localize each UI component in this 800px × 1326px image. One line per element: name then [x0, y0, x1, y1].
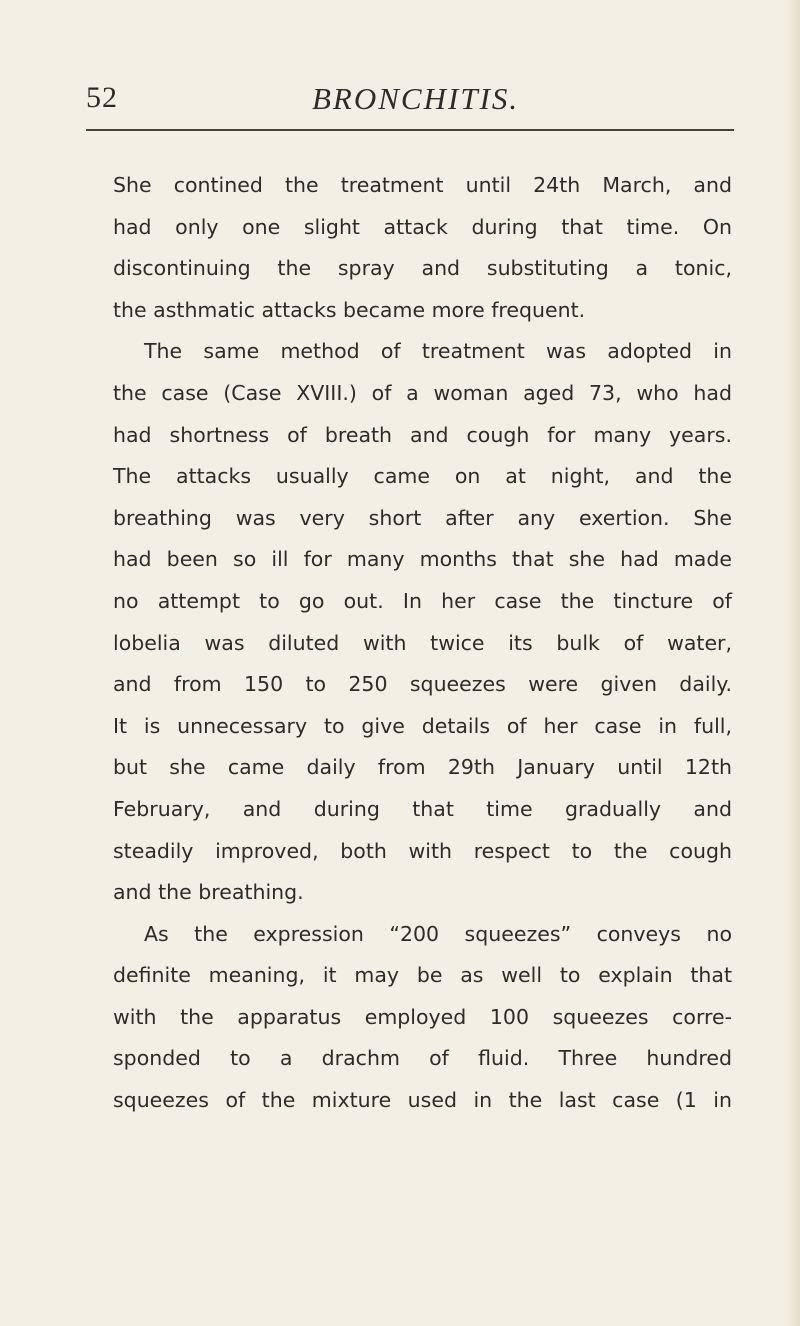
- text-line: had shortness of breath and cough for many years.: [113, 422, 732, 447]
- text-line: with the apparatus employed 100 squeezes corre-: [113, 1004, 732, 1029]
- text-line: breathing was very short after any exertion. She: [113, 505, 732, 530]
- text-line: It is unnecessary to give details of her case in full,: [113, 713, 732, 738]
- text-line: The attacks usually came on at night, and the: [113, 464, 732, 489]
- text-line: As the expression “200 squeezes” conveys no: [144, 921, 732, 946]
- page-edge-shadow: [786, 0, 800, 1326]
- text-line: lobelia was diluted with twice its bulk of water,: [113, 630, 732, 655]
- page-number: 52: [86, 81, 118, 114]
- body-text: [113, 165, 732, 1122]
- running-title: BRONCHITIS.: [312, 81, 520, 116]
- text-line: had only one slight attack during that time. On: [113, 214, 732, 239]
- text-line: but she came daily from 29th January until 12th: [113, 755, 732, 780]
- text-line: had been so ill for many months that she had made: [113, 547, 732, 572]
- text-line: the asthmatic attacks became more frequent.: [113, 297, 586, 322]
- text-line: sponded to a drachm of fluid. Three hundred: [113, 1046, 732, 1071]
- text-line: discontinuing the spray and substituting a tonic,: [113, 256, 732, 281]
- text-line: squeezes of the mixture used in the last case (1 in: [113, 1088, 732, 1113]
- text-line: no attempt to go out. In her case the tincture of: [113, 588, 732, 613]
- text-line: February, and during that time gradually and: [113, 796, 732, 821]
- text-line: The same method of treatment was adopted in: [144, 339, 732, 364]
- text-line: definite meaning, it may be as well to explain that: [113, 963, 732, 988]
- text-line: She contined the treatment until 24th March, and: [113, 173, 732, 197]
- text-line: and from 150 to 250 squeezes were given daily.: [113, 672, 732, 697]
- text-line: and the breathing.: [113, 880, 304, 905]
- header-rule: [86, 129, 734, 131]
- text-line: the case (Case XVIII.) of a woman aged 73, who had: [113, 380, 732, 405]
- text-line: steadily improved, both with respect to the cough: [113, 838, 732, 863]
